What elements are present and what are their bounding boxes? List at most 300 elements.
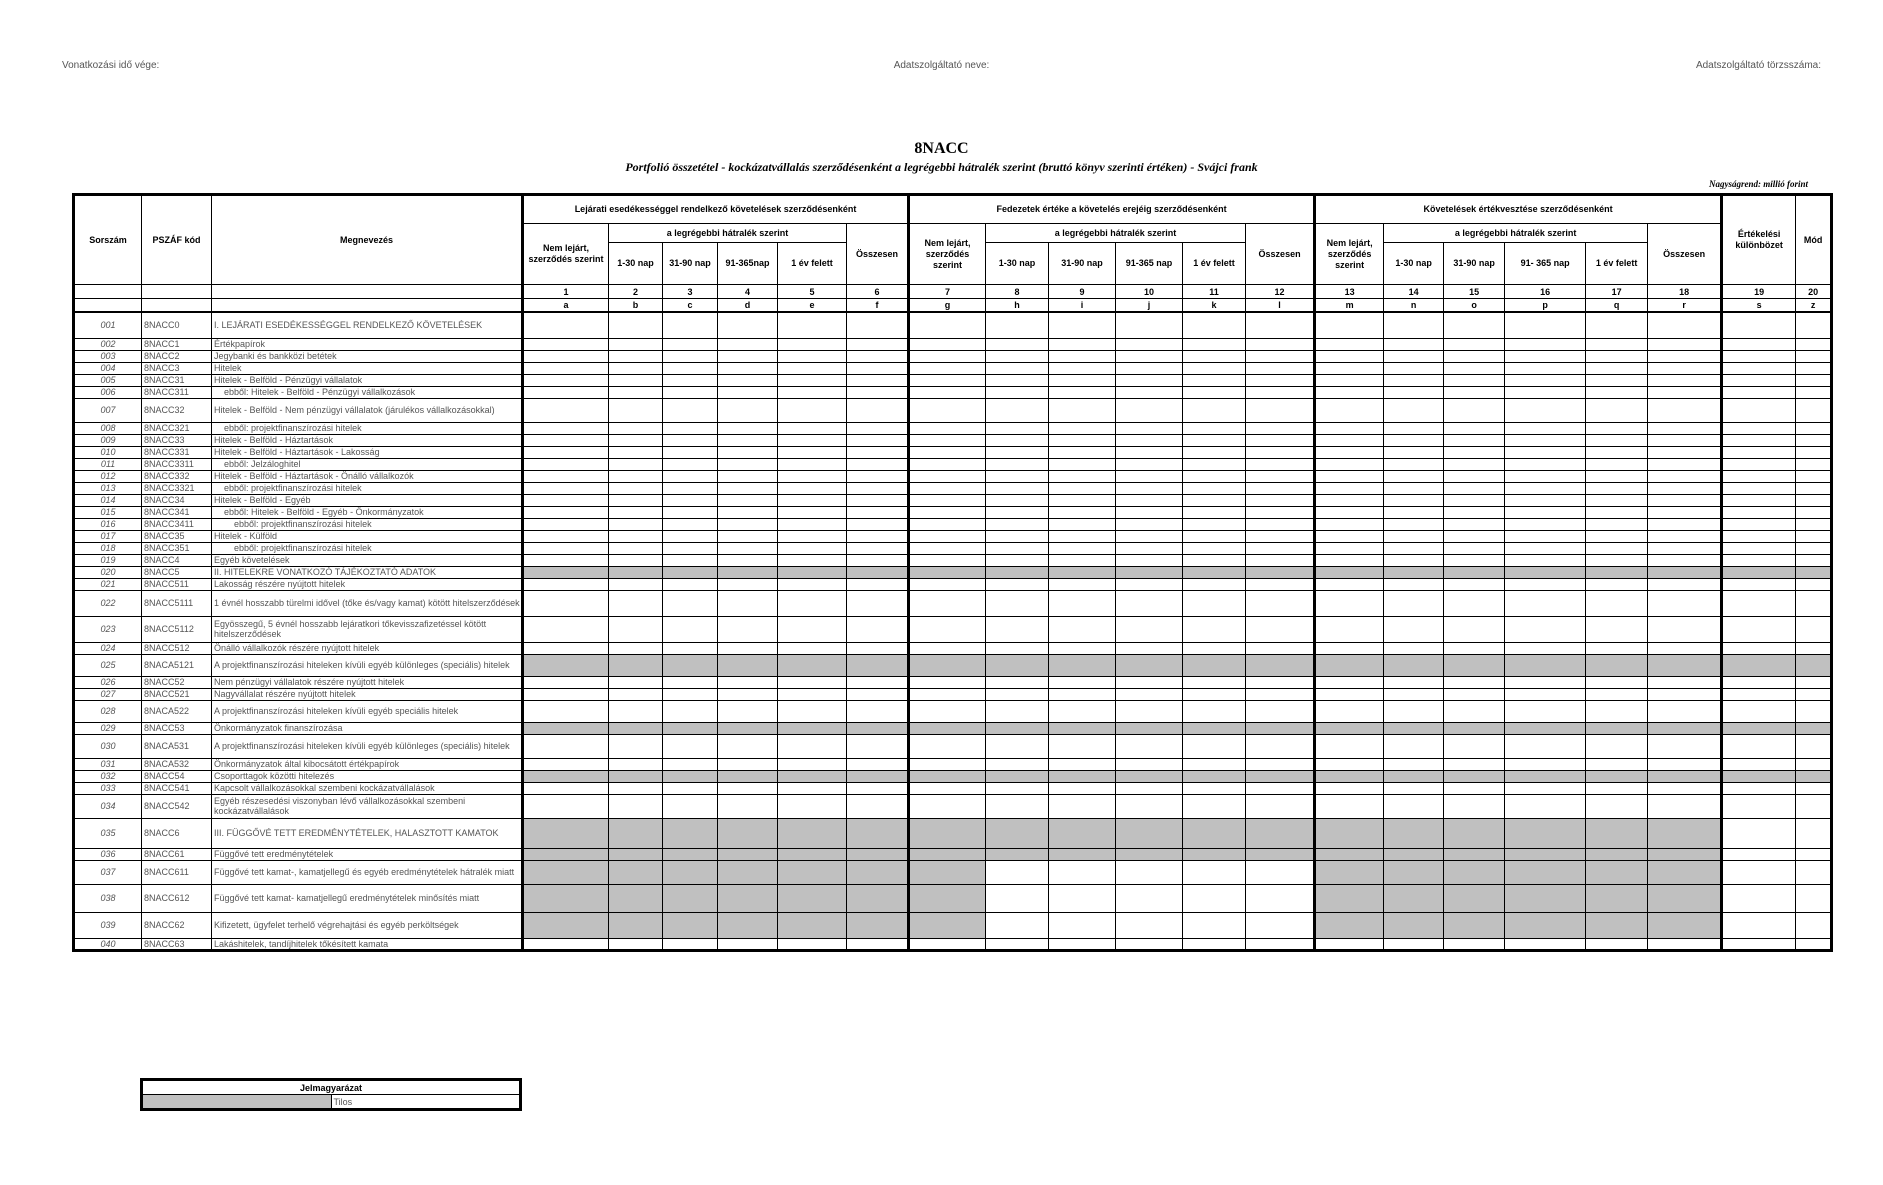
data-cell[interactable] (1722, 518, 1796, 530)
data-cell[interactable] (1505, 654, 1586, 676)
data-cell[interactable] (1648, 794, 1722, 818)
data-cell[interactable] (1796, 590, 1832, 616)
data-cell[interactable] (1586, 362, 1648, 374)
data-cell[interactable] (1586, 422, 1648, 434)
data-cell[interactable] (986, 554, 1049, 566)
data-cell[interactable] (1116, 884, 1183, 912)
data-cell[interactable] (778, 312, 847, 338)
data-cell[interactable] (663, 554, 718, 566)
data-cell[interactable] (1505, 578, 1586, 590)
data-cell[interactable] (1648, 350, 1722, 362)
data-cell[interactable] (1384, 884, 1444, 912)
data-cell[interactable] (1586, 734, 1648, 758)
data-cell[interactable] (1796, 734, 1832, 758)
data-cell[interactable] (1722, 770, 1796, 782)
data-cell[interactable] (778, 654, 847, 676)
data-cell[interactable] (1246, 688, 1315, 700)
data-cell[interactable] (1246, 722, 1315, 734)
data-cell[interactable] (1183, 386, 1246, 398)
data-cell[interactable] (1505, 566, 1586, 578)
data-cell[interactable] (1116, 590, 1183, 616)
data-cell[interactable] (1116, 860, 1183, 884)
data-cell[interactable] (986, 676, 1049, 688)
data-cell[interactable] (1796, 938, 1832, 950)
data-cell[interactable] (847, 654, 909, 676)
data-cell[interactable] (1183, 494, 1246, 506)
data-cell[interactable] (909, 578, 986, 590)
data-cell[interactable] (847, 578, 909, 590)
data-cell[interactable] (909, 700, 986, 722)
data-cell[interactable] (1586, 338, 1648, 350)
data-cell[interactable] (847, 374, 909, 386)
data-cell[interactable] (1505, 700, 1586, 722)
data-cell[interactable] (1116, 758, 1183, 770)
data-cell[interactable] (1315, 350, 1384, 362)
data-cell[interactable] (609, 616, 663, 642)
data-cell[interactable] (778, 434, 847, 446)
data-cell[interactable] (718, 530, 778, 542)
data-cell[interactable] (1722, 312, 1796, 338)
data-cell[interactable] (778, 374, 847, 386)
data-cell[interactable] (1384, 434, 1444, 446)
data-cell[interactable] (663, 312, 718, 338)
data-cell[interactable] (1049, 338, 1116, 350)
data-cell[interactable] (778, 734, 847, 758)
data-cell[interactable] (778, 642, 847, 654)
data-cell[interactable] (1505, 848, 1586, 860)
data-cell[interactable] (1586, 642, 1648, 654)
data-cell[interactable] (847, 470, 909, 482)
data-cell[interactable] (1444, 470, 1505, 482)
data-cell[interactable] (1246, 434, 1315, 446)
data-cell[interactable] (1722, 506, 1796, 518)
data-cell[interactable] (1246, 654, 1315, 676)
data-cell[interactable] (718, 470, 778, 482)
data-cell[interactable] (986, 530, 1049, 542)
data-cell[interactable] (1384, 506, 1444, 518)
data-cell[interactable] (1183, 590, 1246, 616)
data-cell[interactable] (1444, 818, 1505, 848)
data-cell[interactable] (1505, 530, 1586, 542)
data-cell[interactable] (663, 338, 718, 350)
data-cell[interactable] (986, 350, 1049, 362)
data-cell[interactable] (986, 434, 1049, 446)
data-cell[interactable] (1315, 848, 1384, 860)
data-cell[interactable] (1315, 794, 1384, 818)
data-cell[interactable] (1444, 676, 1505, 688)
data-cell[interactable] (778, 578, 847, 590)
data-cell[interactable] (718, 782, 778, 794)
data-cell[interactable] (1384, 554, 1444, 566)
data-cell[interactable] (609, 794, 663, 818)
data-cell[interactable] (1315, 590, 1384, 616)
data-cell[interactable] (1315, 386, 1384, 398)
data-cell[interactable] (778, 362, 847, 374)
data-cell[interactable] (1796, 848, 1832, 860)
data-cell[interactable] (909, 386, 986, 398)
data-cell[interactable] (1648, 912, 1722, 938)
data-cell[interactable] (1648, 688, 1722, 700)
data-cell[interactable] (1183, 482, 1246, 494)
data-cell[interactable] (1505, 770, 1586, 782)
data-cell[interactable] (1049, 446, 1116, 458)
data-cell[interactable] (718, 566, 778, 578)
data-cell[interactable] (909, 458, 986, 470)
data-cell[interactable] (1722, 578, 1796, 590)
data-cell[interactable] (778, 422, 847, 434)
data-cell[interactable] (847, 458, 909, 470)
data-cell[interactable] (663, 542, 718, 554)
data-cell[interactable] (1505, 422, 1586, 434)
data-cell[interactable] (1384, 374, 1444, 386)
data-cell[interactable] (1384, 566, 1444, 578)
data-cell[interactable] (1183, 884, 1246, 912)
data-cell[interactable] (1116, 722, 1183, 734)
data-cell[interactable] (1796, 794, 1832, 818)
data-cell[interactable] (1722, 338, 1796, 350)
data-cell[interactable] (1116, 734, 1183, 758)
data-cell[interactable] (1505, 794, 1586, 818)
data-cell[interactable] (1384, 530, 1444, 542)
data-cell[interactable] (523, 734, 609, 758)
data-cell[interactable] (1384, 386, 1444, 398)
data-cell[interactable] (1648, 386, 1722, 398)
data-cell[interactable] (1183, 860, 1246, 884)
data-cell[interactable] (847, 848, 909, 860)
data-cell[interactable] (1315, 676, 1384, 688)
data-cell[interactable] (663, 884, 718, 912)
data-cell[interactable] (718, 374, 778, 386)
data-cell[interactable] (663, 722, 718, 734)
data-cell[interactable] (523, 642, 609, 654)
data-cell[interactable] (1722, 494, 1796, 506)
data-cell[interactable] (1049, 616, 1116, 642)
data-cell[interactable] (1246, 362, 1315, 374)
data-cell[interactable] (1384, 470, 1444, 482)
data-cell[interactable] (663, 590, 718, 616)
data-cell[interactable] (718, 938, 778, 950)
data-cell[interactable] (1246, 350, 1315, 362)
data-cell[interactable] (986, 700, 1049, 722)
data-cell[interactable] (1315, 312, 1384, 338)
data-cell[interactable] (1586, 434, 1648, 446)
data-cell[interactable] (847, 494, 909, 506)
data-cell[interactable] (609, 734, 663, 758)
data-cell[interactable] (986, 362, 1049, 374)
data-cell[interactable] (1796, 470, 1832, 482)
data-cell[interactable] (1796, 422, 1832, 434)
data-cell[interactable] (1183, 782, 1246, 794)
data-cell[interactable] (663, 386, 718, 398)
data-cell[interactable] (1444, 312, 1505, 338)
data-cell[interactable] (1444, 770, 1505, 782)
data-cell[interactable] (1116, 362, 1183, 374)
data-cell[interactable] (663, 654, 718, 676)
data-cell[interactable] (1246, 554, 1315, 566)
data-cell[interactable] (1648, 566, 1722, 578)
data-cell[interactable] (1648, 482, 1722, 494)
data-cell[interactable] (847, 884, 909, 912)
data-cell[interactable] (1315, 912, 1384, 938)
data-cell[interactable] (1444, 794, 1505, 818)
data-cell[interactable] (1246, 860, 1315, 884)
data-cell[interactable] (1586, 688, 1648, 700)
data-cell[interactable] (718, 312, 778, 338)
data-cell[interactable] (1116, 374, 1183, 386)
data-cell[interactable] (523, 688, 609, 700)
data-cell[interactable] (1049, 794, 1116, 818)
data-cell[interactable] (523, 530, 609, 542)
data-cell[interactable] (909, 912, 986, 938)
data-cell[interactable] (1722, 470, 1796, 482)
data-cell[interactable] (1315, 770, 1384, 782)
data-cell[interactable] (1246, 818, 1315, 848)
data-cell[interactable] (909, 530, 986, 542)
data-cell[interactable] (718, 590, 778, 616)
data-cell[interactable] (663, 734, 718, 758)
data-cell[interactable] (1116, 688, 1183, 700)
data-cell[interactable] (1444, 494, 1505, 506)
data-cell[interactable] (1116, 700, 1183, 722)
data-cell[interactable] (909, 860, 986, 884)
data-cell[interactable] (778, 722, 847, 734)
data-cell[interactable] (609, 700, 663, 722)
data-cell[interactable] (1796, 398, 1832, 422)
data-cell[interactable] (1183, 338, 1246, 350)
data-cell[interactable] (1116, 470, 1183, 482)
data-cell[interactable] (986, 818, 1049, 848)
data-cell[interactable] (1049, 758, 1116, 770)
data-cell[interactable] (909, 338, 986, 350)
data-cell[interactable] (1116, 770, 1183, 782)
data-cell[interactable] (523, 470, 609, 482)
data-cell[interactable] (1796, 312, 1832, 338)
data-cell[interactable] (1049, 554, 1116, 566)
data-cell[interactable] (1586, 458, 1648, 470)
data-cell[interactable] (609, 590, 663, 616)
data-cell[interactable] (1116, 312, 1183, 338)
data-cell[interactable] (718, 350, 778, 362)
data-cell[interactable] (523, 338, 609, 350)
data-cell[interactable] (1444, 398, 1505, 422)
data-cell[interactable] (847, 700, 909, 722)
data-cell[interactable] (986, 518, 1049, 530)
data-cell[interactable] (1246, 566, 1315, 578)
data-cell[interactable] (1049, 938, 1116, 950)
data-cell[interactable] (847, 542, 909, 554)
data-cell[interactable] (1049, 482, 1116, 494)
data-cell[interactable] (718, 542, 778, 554)
data-cell[interactable] (1116, 676, 1183, 688)
data-cell[interactable] (663, 770, 718, 782)
data-cell[interactable] (1796, 374, 1832, 386)
data-cell[interactable] (1586, 818, 1648, 848)
data-cell[interactable] (1116, 848, 1183, 860)
data-cell[interactable] (1648, 590, 1722, 616)
data-cell[interactable] (663, 470, 718, 482)
data-cell[interactable] (663, 642, 718, 654)
data-cell[interactable] (1505, 434, 1586, 446)
data-cell[interactable] (1444, 362, 1505, 374)
data-cell[interactable] (1586, 590, 1648, 616)
data-cell[interactable] (609, 578, 663, 590)
data-cell[interactable] (663, 676, 718, 688)
data-cell[interactable] (986, 722, 1049, 734)
data-cell[interactable] (718, 770, 778, 782)
data-cell[interactable] (663, 458, 718, 470)
data-cell[interactable] (1444, 530, 1505, 542)
data-cell[interactable] (1049, 884, 1116, 912)
data-cell[interactable] (1384, 938, 1444, 950)
data-cell[interactable] (1586, 566, 1648, 578)
data-cell[interactable] (1505, 398, 1586, 422)
data-cell[interactable] (778, 542, 847, 554)
data-cell[interactable] (1246, 794, 1315, 818)
data-cell[interactable] (1505, 338, 1586, 350)
data-cell[interactable] (1049, 590, 1116, 616)
data-cell[interactable] (986, 616, 1049, 642)
data-cell[interactable] (1648, 848, 1722, 860)
data-cell[interactable] (1505, 884, 1586, 912)
data-cell[interactable] (1183, 848, 1246, 860)
data-cell[interactable] (778, 912, 847, 938)
data-cell[interactable] (986, 398, 1049, 422)
data-cell[interactable] (1586, 700, 1648, 722)
data-cell[interactable] (609, 642, 663, 654)
data-cell[interactable] (663, 422, 718, 434)
data-cell[interactable] (1796, 700, 1832, 722)
data-cell[interactable] (609, 434, 663, 446)
data-cell[interactable] (523, 398, 609, 422)
data-cell[interactable] (523, 422, 609, 434)
data-cell[interactable] (1315, 446, 1384, 458)
data-cell[interactable] (986, 470, 1049, 482)
data-cell[interactable] (909, 506, 986, 518)
data-cell[interactable] (909, 494, 986, 506)
data-cell[interactable] (1183, 688, 1246, 700)
data-cell[interactable] (1586, 860, 1648, 884)
data-cell[interactable] (1796, 362, 1832, 374)
data-cell[interactable] (1246, 530, 1315, 542)
data-cell[interactable] (663, 434, 718, 446)
data-cell[interactable] (909, 616, 986, 642)
data-cell[interactable] (1796, 458, 1832, 470)
data-cell[interactable] (909, 884, 986, 912)
data-cell[interactable] (1444, 616, 1505, 642)
data-cell[interactable] (1049, 770, 1116, 782)
data-cell[interactable] (1444, 860, 1505, 884)
data-cell[interactable] (1246, 770, 1315, 782)
data-cell[interactable] (847, 794, 909, 818)
data-cell[interactable] (778, 616, 847, 642)
data-cell[interactable] (1246, 482, 1315, 494)
data-cell[interactable] (778, 770, 847, 782)
data-cell[interactable] (718, 688, 778, 700)
data-cell[interactable] (909, 398, 986, 422)
data-cell[interactable] (1246, 518, 1315, 530)
data-cell[interactable] (1648, 722, 1722, 734)
data-cell[interactable] (1505, 312, 1586, 338)
data-cell[interactable] (1722, 700, 1796, 722)
data-cell[interactable] (1116, 642, 1183, 654)
data-cell[interactable] (778, 688, 847, 700)
data-cell[interactable] (1722, 912, 1796, 938)
data-cell[interactable] (663, 494, 718, 506)
data-cell[interactable] (1315, 938, 1384, 950)
data-cell[interactable] (718, 506, 778, 518)
data-cell[interactable] (847, 818, 909, 848)
data-cell[interactable] (523, 770, 609, 782)
data-cell[interactable] (778, 386, 847, 398)
data-cell[interactable] (1116, 566, 1183, 578)
data-cell[interactable] (1505, 912, 1586, 938)
data-cell[interactable] (1116, 518, 1183, 530)
data-cell[interactable] (718, 458, 778, 470)
data-cell[interactable] (778, 566, 847, 578)
data-cell[interactable] (1444, 386, 1505, 398)
data-cell[interactable] (778, 700, 847, 722)
data-cell[interactable] (1183, 554, 1246, 566)
data-cell[interactable] (1586, 530, 1648, 542)
data-cell[interactable] (909, 758, 986, 770)
data-cell[interactable] (1049, 654, 1116, 676)
data-cell[interactable] (1315, 458, 1384, 470)
data-cell[interactable] (609, 770, 663, 782)
data-cell[interactable] (1315, 758, 1384, 770)
data-cell[interactable] (909, 676, 986, 688)
data-cell[interactable] (1722, 566, 1796, 578)
data-cell[interactable] (1505, 506, 1586, 518)
data-cell[interactable] (778, 794, 847, 818)
data-cell[interactable] (609, 350, 663, 362)
data-cell[interactable] (1505, 758, 1586, 770)
data-cell[interactable] (847, 758, 909, 770)
data-cell[interactable] (1384, 676, 1444, 688)
data-cell[interactable] (1586, 494, 1648, 506)
data-cell[interactable] (1116, 350, 1183, 362)
data-cell[interactable] (847, 938, 909, 950)
data-cell[interactable] (1444, 518, 1505, 530)
data-cell[interactable] (523, 848, 609, 860)
data-cell[interactable] (1586, 506, 1648, 518)
data-cell[interactable] (1384, 688, 1444, 700)
data-cell[interactable] (847, 912, 909, 938)
data-cell[interactable] (1796, 688, 1832, 700)
data-cell[interactable] (1722, 530, 1796, 542)
data-cell[interactable] (1505, 688, 1586, 700)
data-cell[interactable] (1246, 700, 1315, 722)
data-cell[interactable] (1384, 494, 1444, 506)
data-cell[interactable] (523, 374, 609, 386)
data-cell[interactable] (1505, 642, 1586, 654)
data-cell[interactable] (1315, 884, 1384, 912)
data-cell[interactable] (1183, 350, 1246, 362)
data-cell[interactable] (847, 338, 909, 350)
data-cell[interactable] (1444, 722, 1505, 734)
data-cell[interactable] (778, 758, 847, 770)
data-cell[interactable] (1116, 912, 1183, 938)
data-cell[interactable] (523, 362, 609, 374)
data-cell[interactable] (1722, 688, 1796, 700)
data-cell[interactable] (609, 530, 663, 542)
data-cell[interactable] (523, 676, 609, 688)
data-cell[interactable] (778, 398, 847, 422)
data-cell[interactable] (1722, 362, 1796, 374)
data-cell[interactable] (523, 482, 609, 494)
data-cell[interactable] (1315, 398, 1384, 422)
data-cell[interactable] (1246, 494, 1315, 506)
data-cell[interactable] (1722, 848, 1796, 860)
